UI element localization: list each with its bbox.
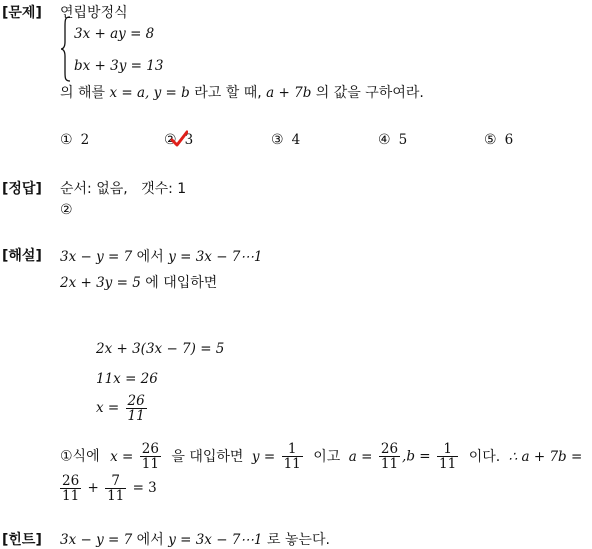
solution-result-line — [58, 474, 157, 503]
final-text: 이다. — [468, 448, 501, 465]
option-number: ⑤ — [484, 132, 497, 148]
solution-text: 에서 — [136, 249, 164, 265]
solution-step-2: 11x = 26 — [96, 371, 158, 387]
solution-line-2 — [60, 272, 217, 292]
hint-text: 로 놓는다. — [266, 532, 330, 548]
fraction: $\frac{1}{11}$ — [283, 441, 301, 473]
solution-final-line — [60, 442, 592, 471]
checkmark-icon — [170, 130, 188, 148]
solution-line-1 — [60, 246, 262, 266]
solution-eq: y = 3x − 7⋯1 — [168, 249, 263, 265]
statement-mid: 라고 할 때, — [194, 85, 262, 101]
final-therefore: ∴ a + 7b = — [508, 448, 583, 465]
statement-pre: 의 해를 — [60, 85, 106, 101]
final-text: 이고 — [313, 448, 341, 465]
answer-value: ② — [60, 202, 73, 218]
solution-text: 에 대입하면 — [145, 275, 218, 291]
step-3-lhs: x = — [96, 400, 120, 417]
solution-eq: 3x − y = 7 — [60, 249, 133, 265]
fraction: $\frac{7}{11}$ — [107, 473, 125, 505]
solution-eq: 2x + 3y = 5 — [60, 275, 141, 291]
option-value: 6 — [504, 132, 514, 148]
statement-condition: x = a, y = b — [109, 85, 190, 101]
option-1[interactable] — [60, 132, 89, 148]
option-value: 3 — [184, 132, 194, 148]
option-value: 5 — [398, 132, 408, 148]
final-text: 을 대입하면 — [171, 448, 244, 465]
final-y: y = — [251, 448, 276, 465]
fraction: $\frac{26}{11}$ — [127, 393, 145, 425]
result: = 3 — [132, 480, 157, 497]
final-a: a = — [348, 448, 373, 465]
fraction: $\frac{1}{11}$ — [439, 441, 457, 473]
option-4[interactable] — [378, 132, 407, 148]
solution-step-3 — [96, 394, 149, 423]
equation-2: bx + 3y = 13 — [74, 58, 164, 74]
fraction: $\frac{26}{11}$ — [62, 473, 80, 505]
left-brace-icon — [60, 16, 72, 82]
answer-label: [정답] — [2, 181, 42, 197]
statement-post: 의 값을 구하여라. — [315, 85, 424, 101]
problem-title: 연립방정식 — [60, 5, 128, 21]
option-5[interactable] — [484, 132, 513, 148]
option-value: 4 — [291, 132, 301, 148]
hint-label: [힌트] — [2, 532, 42, 548]
fraction: $\frac{26}{11}$ — [141, 441, 159, 473]
plus-sign: + — [87, 480, 99, 497]
hint-eq: 3x − y = 7 — [60, 532, 133, 548]
hint-line — [60, 529, 330, 549]
statement-expression: a + 7b — [266, 85, 312, 101]
option-3[interactable] — [271, 132, 300, 148]
solution-label: [해설] — [2, 248, 42, 264]
option-number: ① — [60, 132, 73, 148]
option-number: ② — [164, 132, 177, 148]
problem-label: [문제] — [2, 5, 42, 21]
option-value: 2 — [80, 132, 90, 148]
problem-statement — [60, 82, 424, 102]
hint-text: 에서 — [136, 532, 164, 548]
final-b: ,b = — [402, 448, 431, 465]
fraction: $\frac{26}{11}$ — [380, 441, 399, 473]
answer-meta: 순서: 없음, 갯수: 1 — [60, 181, 187, 197]
solution-step-1: 2x + 3(3x − 7) = 5 — [96, 341, 225, 357]
final-x: x = — [110, 448, 134, 465]
option-number: ③ — [271, 132, 284, 148]
final-prefix: ①식에 — [60, 448, 100, 465]
option-number: ④ — [378, 132, 391, 148]
hint-eq: y = 3x − 7⋯1 — [168, 532, 263, 548]
equation-1: 3x + ay = 8 — [74, 26, 155, 42]
